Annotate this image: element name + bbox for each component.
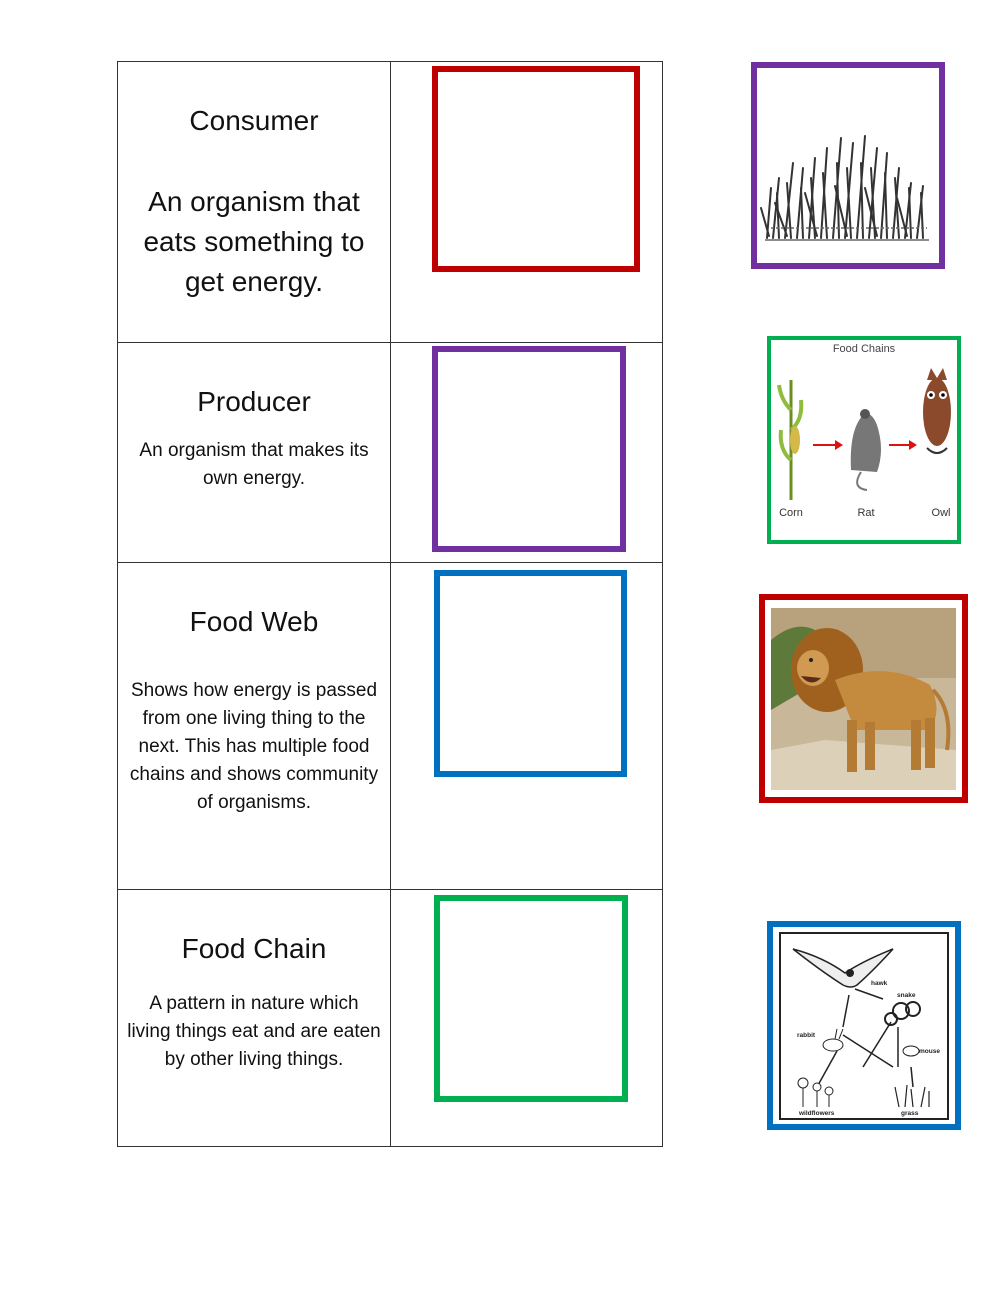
food-web-label-rabbit: rabbit	[797, 1032, 816, 1039]
food-web-label-snake: snake	[897, 992, 916, 999]
food-chain-label-rat: Rat	[857, 507, 875, 519]
card-food-web[interactable]	[767, 921, 961, 1130]
drop-box-consumer[interactable]	[432, 66, 640, 272]
card-grass[interactable]	[751, 62, 945, 269]
definition-producer: An organism that makes its own energy.	[139, 440, 369, 489]
term-consumer: Consumer	[189, 105, 319, 136]
mouse-icon	[903, 1046, 919, 1056]
food-chain-title: Food Chains	[832, 343, 896, 355]
grass-image	[757, 68, 939, 263]
term-cell	[118, 563, 390, 889]
food-chain-label-owl: Owl	[931, 507, 951, 519]
card-food-chain[interactable]	[767, 336, 961, 544]
definition-consumer: An organism that eats something to get energy.	[143, 186, 365, 297]
food-web-label-mouse: mouse	[919, 1048, 940, 1055]
drop-box-producer[interactable]	[432, 346, 626, 552]
food-web-label-hawk: hawk	[871, 980, 888, 987]
food-chain-image	[771, 340, 957, 540]
definition-food-web: Shows how energy is passed from one living thing to the next. This has multiple food chains and shows community of organisms.	[129, 680, 379, 813]
term-food-chain: Food Chain	[181, 933, 327, 964]
food-web-label-grass: grass	[901, 1110, 919, 1117]
term-cell	[118, 343, 390, 562]
definition-food-chain: A pattern in nature which living things eat and are eaten by other living things.	[127, 993, 381, 1070]
food-web-image	[773, 927, 955, 1124]
drop-box-food-web[interactable]	[434, 570, 627, 777]
term-food-web: Food Web	[189, 606, 319, 637]
term-producer: Producer	[197, 386, 311, 417]
card-lion[interactable]	[759, 594, 968, 803]
term-cell	[118, 62, 390, 342]
term-cell	[118, 890, 390, 1146]
lion-image	[765, 600, 962, 797]
drop-box-food-chain[interactable]	[434, 895, 628, 1102]
food-web-label-wildflowers: wildflowers	[799, 1110, 835, 1117]
food-chain-label-corn: Corn	[779, 507, 803, 519]
